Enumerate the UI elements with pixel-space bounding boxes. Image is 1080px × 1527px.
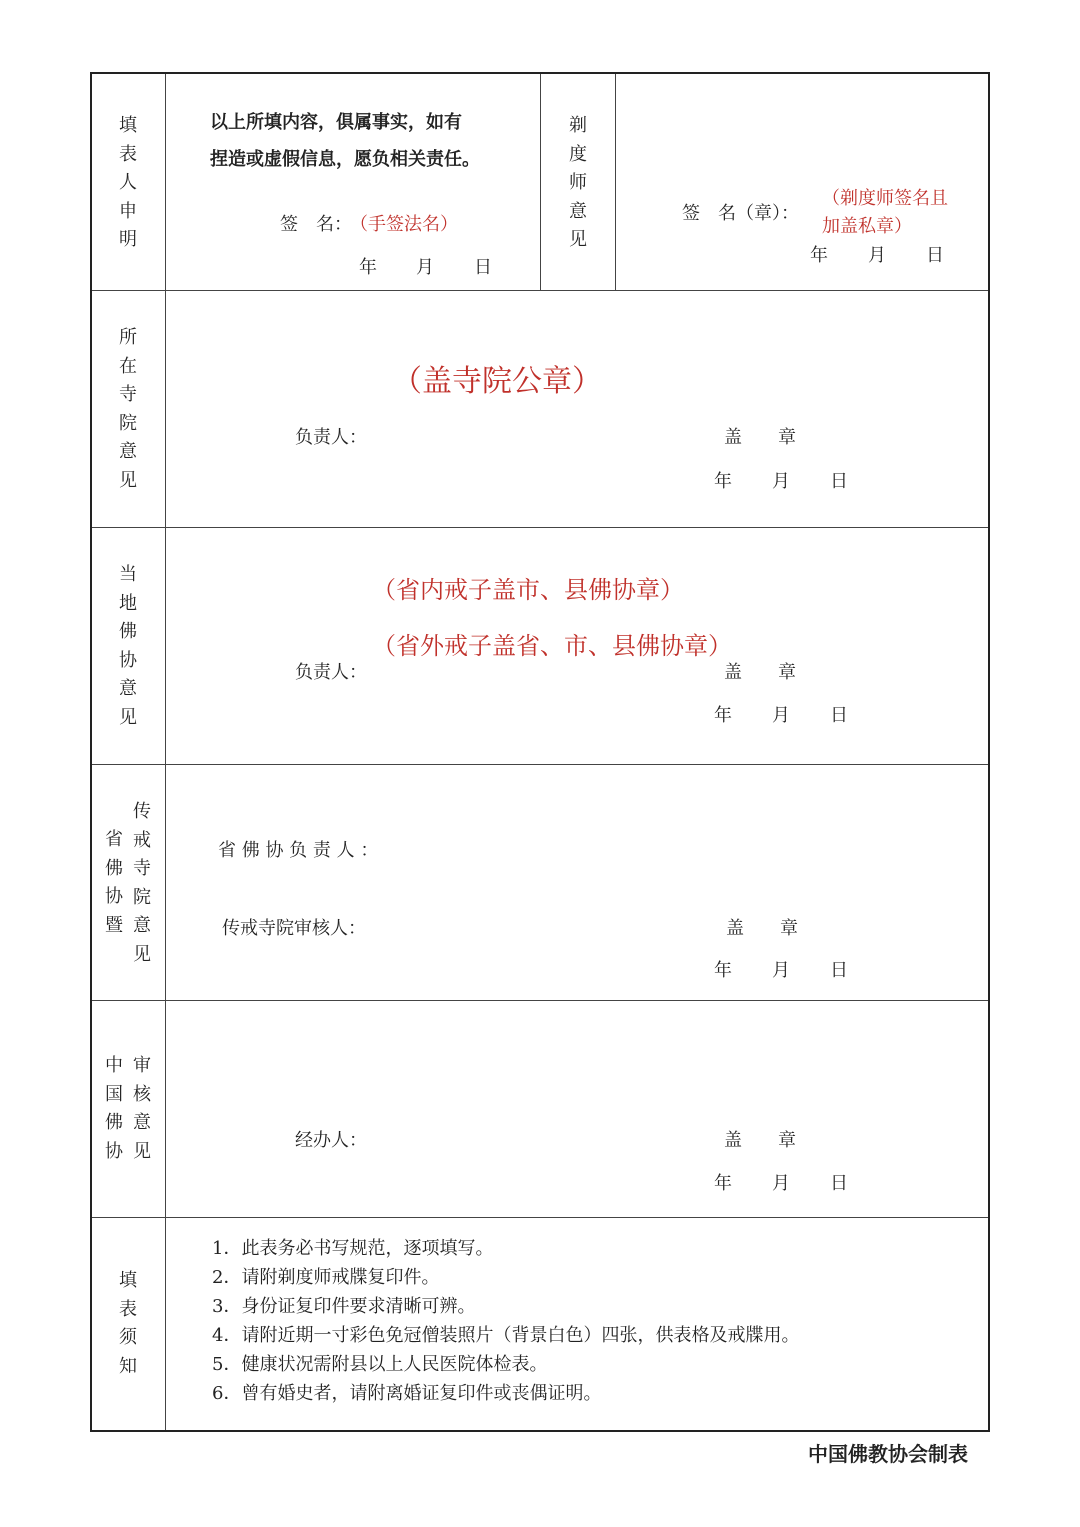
row-divider bbox=[92, 290, 988, 291]
local-assoc-date-day: 日 bbox=[830, 705, 848, 726]
notes-list bbox=[212, 1234, 799, 1408]
provincial-person-label: 省 佛 协 负 责 人 ： bbox=[218, 840, 379, 861]
applicant-date-month: 月 bbox=[416, 257, 434, 278]
note-item: 1．此表务必书写规范，逐项填写。 bbox=[212, 1238, 494, 1259]
master-sign-hint-line2: 加盖私章） bbox=[822, 216, 912, 237]
national-section-label-col2: 审核意见 bbox=[133, 1055, 151, 1162]
temple-date-year: 年 bbox=[714, 471, 732, 492]
master-sign-hint-line1: （剃度师签名且 bbox=[822, 188, 948, 209]
national-person-label: 经办人： bbox=[295, 1130, 367, 1151]
row1-divider-a bbox=[540, 74, 541, 290]
local-assoc-person-label: 负责人： bbox=[295, 662, 367, 683]
applicant-sign-hint: （手签法名） bbox=[350, 214, 458, 235]
local-assoc-seal-hint-1: （省内戒子盖市、县佛协章） bbox=[372, 576, 684, 604]
applicant-section-label: 填表人申明 bbox=[119, 115, 137, 250]
local-assoc-seal-hint-2: （省外戒子盖省、市、县佛协章） bbox=[372, 632, 732, 660]
master-date-month: 月 bbox=[868, 245, 886, 266]
row-divider bbox=[92, 527, 988, 528]
national-section-label-col1: 中国佛协 bbox=[105, 1055, 123, 1162]
row-divider bbox=[92, 764, 988, 765]
temple-seal-label: 盖 章 bbox=[724, 427, 796, 448]
national-date-year: 年 bbox=[714, 1173, 732, 1194]
local-assoc-date-year: 年 bbox=[714, 705, 732, 726]
applicant-date-year: 年 bbox=[359, 257, 377, 278]
local-assoc-seal-label: 盖 章 bbox=[724, 662, 796, 683]
row1-divider-b bbox=[615, 74, 616, 290]
temple-date-month: 月 bbox=[772, 471, 790, 492]
temple-section-label: 所在寺院意见 bbox=[119, 327, 137, 491]
provincial-section-label-col1: 省佛协暨 bbox=[105, 829, 123, 936]
master-date-day: 日 bbox=[926, 245, 944, 266]
temple-seal-hint: （盖寺院公章） bbox=[392, 364, 602, 399]
provincial-section-label-col2: 传戒寺院意见 bbox=[133, 801, 151, 965]
applicant-sign-label: 签 名： bbox=[280, 214, 352, 235]
provincial-date-day: 日 bbox=[830, 960, 848, 981]
application-form bbox=[90, 72, 990, 1432]
local-assoc-section-label: 当地佛协意见 bbox=[119, 564, 137, 728]
provincial-date-year: 年 bbox=[714, 960, 732, 981]
national-date-day: 日 bbox=[830, 1173, 848, 1194]
note-item: 4．请附近期一寸彩色免冠僧装照片（背景白色）四张，供表格及戒牒用。 bbox=[212, 1325, 800, 1346]
note-item: 5．健康状况需附县以上人民医院体检表。 bbox=[212, 1354, 548, 1375]
notes-section-label: 填表须知 bbox=[119, 1270, 137, 1377]
national-seal-label: 盖 章 bbox=[724, 1130, 796, 1151]
note-item: 2．请附剃度师戒牒复印件。 bbox=[212, 1267, 440, 1288]
provincial-seal-label: 盖 章 bbox=[726, 918, 798, 939]
provincial-date-month: 月 bbox=[772, 960, 790, 981]
master-date-year: 年 bbox=[810, 245, 828, 266]
form-publisher-footer: 中国佛教协会制表 bbox=[808, 1442, 968, 1466]
temple-person-label: 负责人： bbox=[295, 427, 367, 448]
note-item: 6．曾有婚史者，请附离婚证复印件或丧偶证明。 bbox=[212, 1383, 602, 1404]
applicant-statement-line2: 捏造或虚假信息，愿负相关责任。 bbox=[210, 149, 480, 170]
temple-date-day: 日 bbox=[830, 471, 848, 492]
national-date-month: 月 bbox=[772, 1173, 790, 1194]
applicant-date-day: 日 bbox=[474, 257, 492, 278]
note-item: 3．身份证复印件要求清晰可辨。 bbox=[212, 1296, 476, 1317]
provincial-reviewer-label: 传戒寺院审核人： bbox=[222, 918, 366, 939]
label-column-divider bbox=[165, 74, 166, 1430]
row-divider bbox=[92, 1000, 988, 1001]
row-divider bbox=[92, 1217, 988, 1218]
local-assoc-date-month: 月 bbox=[772, 705, 790, 726]
master-sign-label: 签 名（章）： bbox=[682, 203, 799, 224]
applicant-statement-line1: 以上所填内容，俱属事实，如有 bbox=[210, 112, 462, 133]
master-section-label: 剃度师意见 bbox=[569, 115, 587, 250]
